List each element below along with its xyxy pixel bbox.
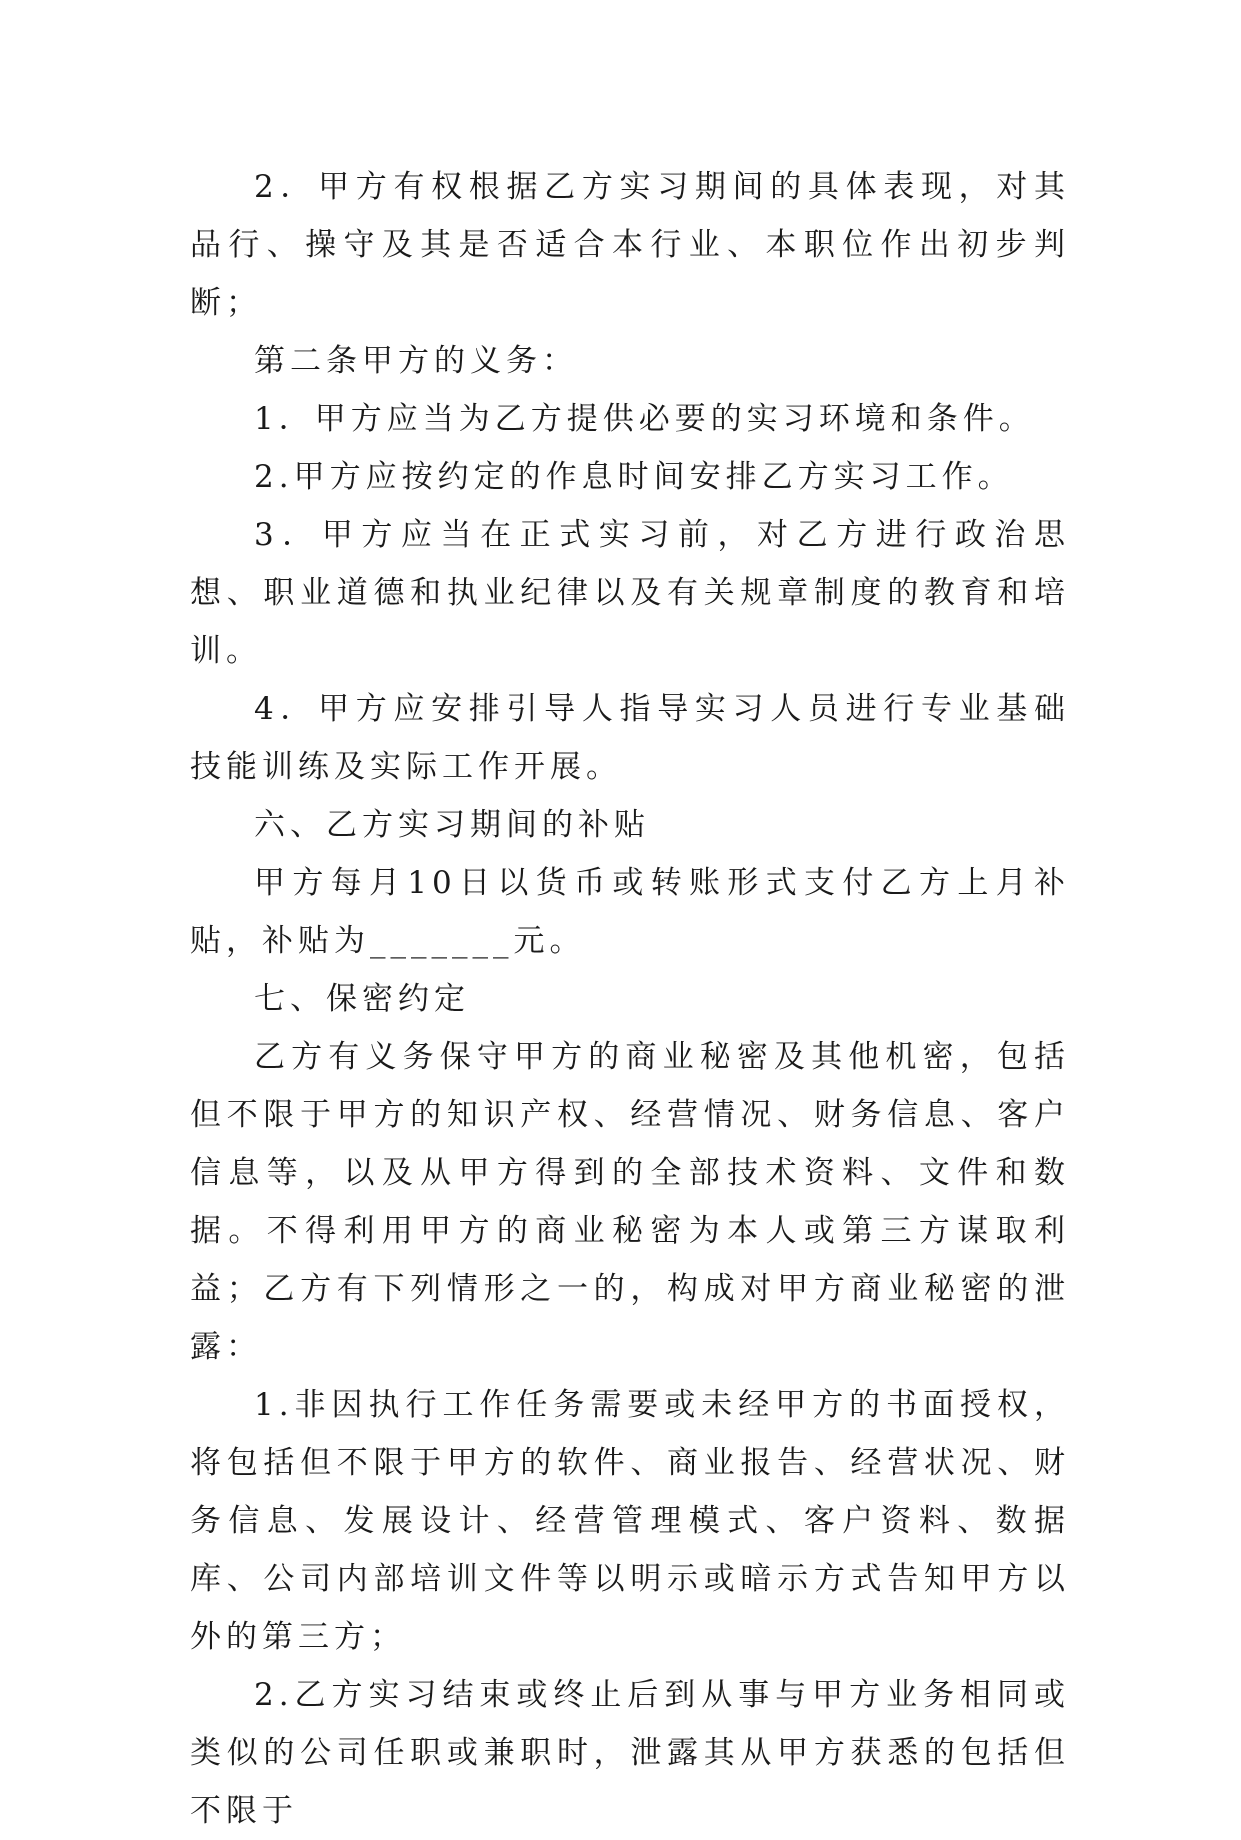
document-body [190,158,1070,1840]
paragraph-subsidy: 甲方每月10日以货币或转账形式支付乙方上月补贴，补贴为_______元。 [190,865,1070,959]
section-7-heading: 七、保密约定 [254,981,470,1017]
paragraph-confidentiality-item-2: 2.乙方实习结束或终止后到从事与甲方业务相同或类似的公司任职或兼职时，泄露其从甲方获悉的包括但不限于 [190,1677,1070,1829]
paragraph-article-2-heading: 第二条甲方的义务： [254,343,578,379]
paragraph-confidentiality-item-1: 1.非因执行工作任务需要或未经甲方的书面授权，将包括但不限于甲方的软件、商业报告、经营状况、财务信息、发展设计、经营管理模式、客户资料、数据库、公司内部培训文件等以明示或暗示方式告知甲方以外的第三方； [190,1387,1070,1655]
paragraph-confidentiality: 乙方有义务保守甲方的商业秘密及其他机密，包括但不限于甲方的知识产权、经营情况、财务信息、客户信息等，以及从甲方得到的全部技术资料、文件和数据。不得利用甲方的商业秘密为本人或第三方谋取利益；乙方有下列情形之一的，构成对甲方商业秘密的泄露： [190,1039,1070,1365]
paragraph-clause-2-right: 2．甲方有权根据乙方实习期间的具体表现，对其品行、操守及其是否适合本行业、本职位作出初步判断； [190,169,1070,321]
section-6-heading: 六、乙方实习期间的补贴 [254,807,650,843]
paragraph-obligation-2: 2.甲方应按约定的作息时间安排乙方实习工作。 [254,459,1014,495]
paragraph-obligation-1: 1．甲方应当为乙方提供必要的实习环境和条件。 [254,401,1035,437]
paragraph-obligation-4: 4．甲方应安排引导人指导实习人员进行专业基础技能训练及实际工作开展。 [190,691,1070,785]
paragraph-obligation-3: 3．甲方应当在正式实习前，对乙方进行政治思想、职业道德和执业纪律以及有关规章制度的教育和培训。 [190,517,1070,669]
